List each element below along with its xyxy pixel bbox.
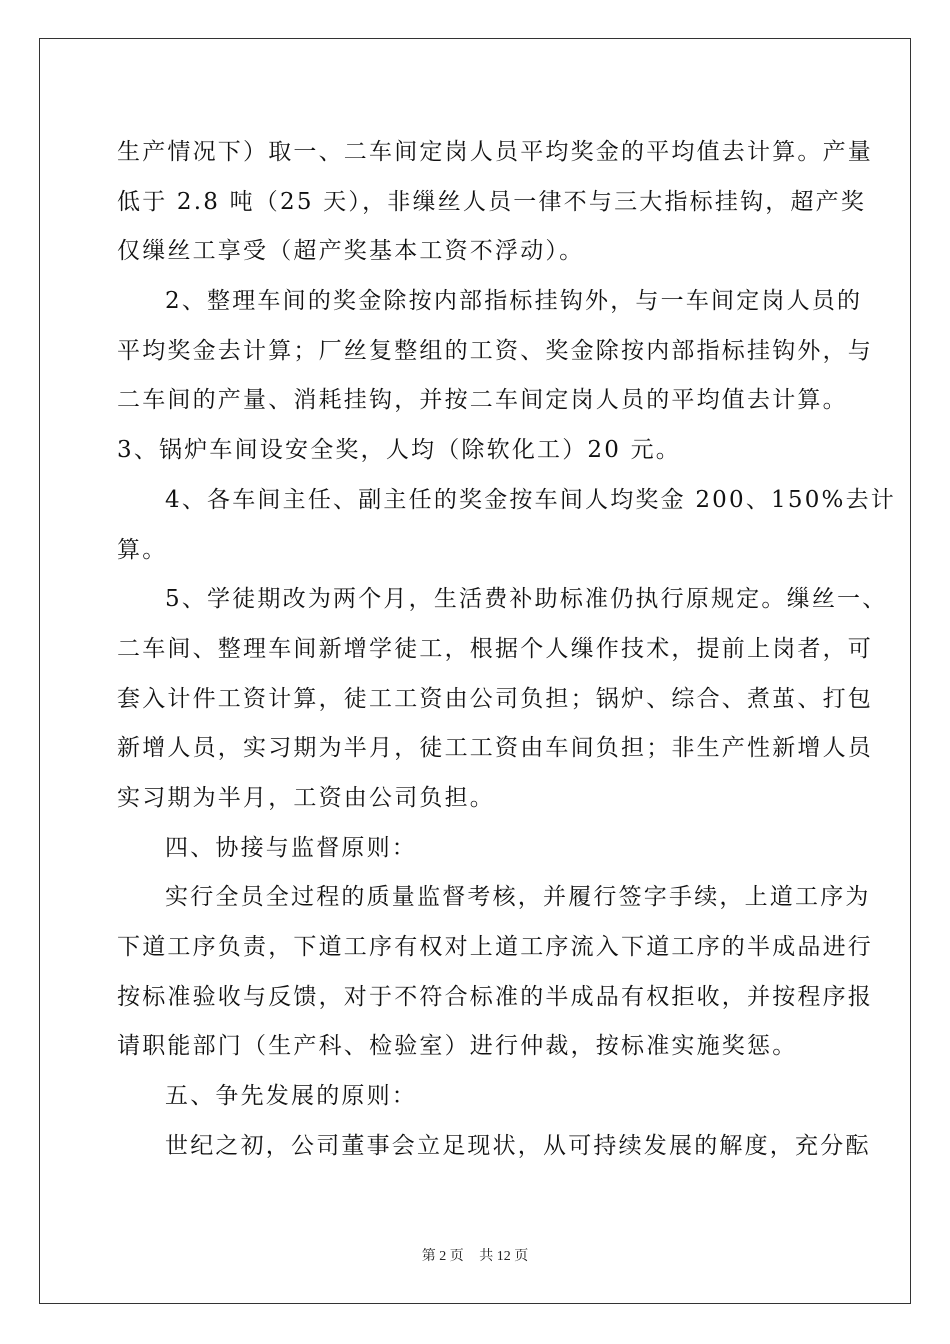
text-line: 四、协接与监督原则： [165, 834, 417, 861]
text-line: 实习期为半月，工资由公司负担。 [117, 784, 495, 811]
text-line: 按标准验收与反馈，对于不符合标准的半成品有权拒收，并按程序报 [117, 983, 873, 1010]
text-line: 下道工序负责，下道工序有权对上道工序流入下道工序的半成品进行 [117, 934, 873, 960]
text-line: 世纪之初，公司董事会立足现状，从可持续发展的解度，充分酝 [165, 1132, 871, 1159]
text-line: 算。 [117, 536, 168, 563]
text-line: 二车间的产量、消耗挂钩，并按二车间定岗人员的平均值去计算。 [117, 387, 848, 414]
text-line: 3、锅炉车间设安全奖，人均（除软化工）20 元。 [117, 437, 682, 464]
page-total: 共 12 页 [479, 1249, 529, 1264]
text-line: 2、整理车间的奖金除按内部指标挂钩外，与一车间定岗人员的 [165, 288, 863, 315]
text-line: 二车间、整理车间新增学徒工，根据个人缫作技术，提前上岗者，可 [117, 635, 873, 662]
text-line: 5、学徒期改为两个月，生活费补助标准仍执行原规定。缫丝一、 [165, 586, 888, 613]
text-line: 平均奖金去计算；厂丝复整组的工资、奖金除按内部指标挂钩外，与 [117, 337, 873, 364]
page-number: 第 2 页 [421, 1249, 464, 1264]
text-line: 生产情况下）取一、二车间定岗人员平均奖金的平均值去计算。产量 [117, 139, 873, 165]
text-line: 低于 2.8 吨（25 天），非缫丝人员一律不与三大指标挂钩，超产奖 [117, 188, 867, 215]
page-footer [0, 1245, 950, 1265]
text-line: 4、各车间主任、副主任的奖金按车间人均奖金 200、150%去计 [165, 486, 896, 513]
text-line: 请职能部门（生产科、检验室）进行仲裁，按标准实施奖惩。 [117, 1033, 798, 1060]
document-body [117, 128, 896, 1171]
text-line: 实行全员全过程的质量监督考核，并履行签字手续，上道工序为 [165, 884, 871, 911]
text-line: 仅缫丝工享受（超产奖基本工资不浮动）。 [117, 238, 585, 265]
text-line: 套入计件工资计算，徒工工资由公司负担；锅炉、综合、煮茧、打包 [117, 685, 873, 712]
text-line: 五、争先发展的原则： [165, 1083, 417, 1110]
text-line: 新增人员，实习期为半月，徒工工资由车间负担；非生产性新增人员 [117, 735, 873, 762]
